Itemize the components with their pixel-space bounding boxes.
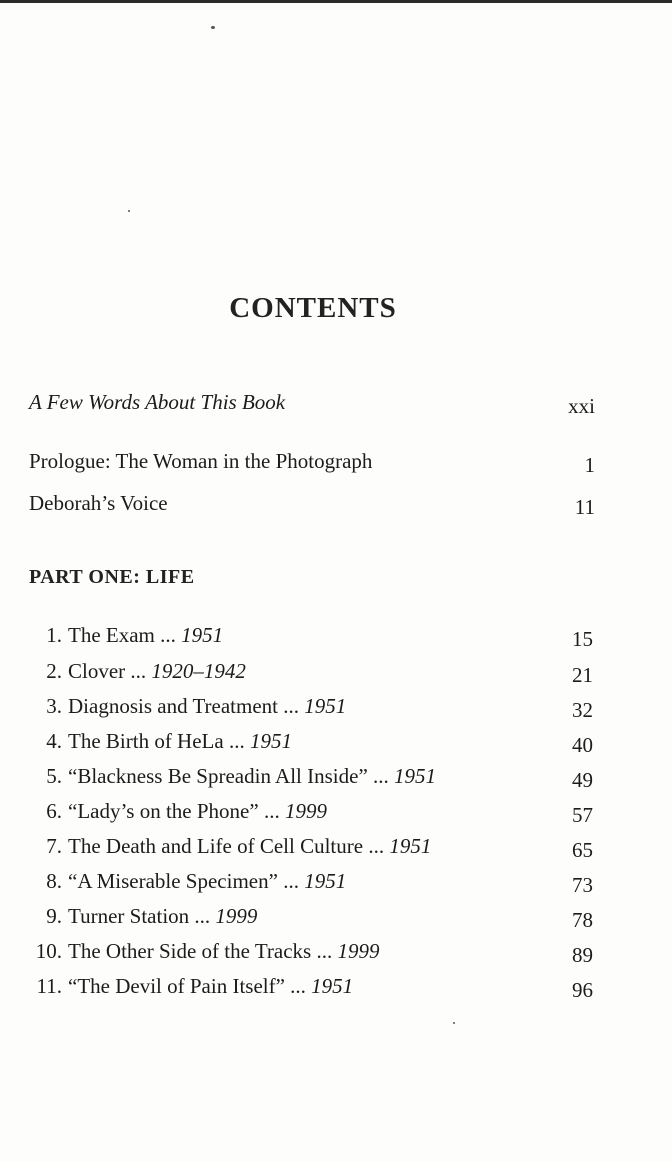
chapter-leader-dots: ...	[283, 869, 299, 893]
part-heading: PART ONE: LIFE	[29, 566, 195, 588]
chapter-number: 3.	[46, 694, 62, 718]
chapter-number: 7.	[46, 834, 62, 858]
toc-chapter-2[interactable]	[0, 659, 672, 691]
chapter-title-line	[68, 623, 223, 648]
chapter-title-line	[68, 659, 246, 684]
chapter-title-line	[68, 974, 353, 999]
chapter-number: 6.	[46, 799, 62, 823]
chapter-number: 5.	[46, 764, 62, 788]
chapter-leader-dots: ...	[368, 834, 385, 858]
toc-entry-deborahs-voice[interactable]	[0, 491, 672, 527]
chapter-leader-dots: ...	[283, 694, 299, 718]
chapter-page: 96	[572, 978, 593, 1002]
chapter-leader-dots: ...	[228, 729, 245, 753]
chapter-title-line	[68, 869, 346, 894]
toc-chapter-4[interactable]	[0, 729, 672, 761]
chapter-year: 1999	[215, 904, 258, 928]
chapter-title: The Exam	[68, 623, 155, 647]
chapter-year: 1951	[311, 974, 354, 998]
chapter-title-line	[68, 729, 292, 754]
chapter-year: 1951	[304, 869, 347, 893]
chapter-leader-dots: ...	[290, 974, 306, 998]
paper-speck	[211, 26, 215, 29]
toc-chapter-3[interactable]	[0, 694, 672, 726]
chapter-title: Clover	[68, 659, 126, 683]
toc-chapter-7[interactable]	[0, 834, 672, 866]
chapter-page: 57	[572, 803, 593, 827]
chapter-year: 1951	[181, 623, 224, 647]
chapter-year: 1951	[249, 729, 292, 753]
toc-entry-prologue[interactable]	[0, 449, 672, 485]
chapter-leader-dots: ...	[194, 904, 211, 928]
chapter-number: 2.	[46, 659, 62, 683]
toc-chapter-6[interactable]	[0, 799, 672, 831]
toc-entry-page: 1	[584, 453, 595, 477]
chapter-leader-dots: ...	[160, 623, 176, 647]
chapter-number: 9.	[46, 904, 62, 928]
chapter-page: 32	[572, 698, 593, 722]
chapter-page: 40	[572, 733, 593, 757]
chapter-page: 15	[572, 627, 593, 651]
paper-speck	[128, 210, 130, 212]
toc-entry-title: Deborah’s Voice	[29, 491, 168, 515]
toc-entry-page: 11	[574, 495, 595, 519]
chapter-title-line	[68, 799, 327, 824]
chapter-title-line	[68, 694, 346, 719]
chapter-year: 1951	[304, 694, 347, 718]
chapter-page: 21	[572, 663, 593, 687]
toc-entry-title: A Few Words About This Book	[29, 390, 286, 414]
chapter-title-line	[68, 904, 257, 929]
page-top-edge	[0, 0, 672, 3]
chapter-title: The Birth of HeLa	[68, 729, 224, 753]
chapter-year: 1920–1942	[151, 659, 246, 683]
chapter-number: 4.	[46, 729, 62, 753]
chapter-title: Diagnosis and Treatment	[68, 694, 278, 718]
chapter-page: 65	[572, 838, 593, 862]
chapter-title-line	[68, 939, 379, 964]
toc-chapter-5[interactable]	[0, 764, 672, 796]
chapter-year: 1999	[284, 799, 327, 823]
chapter-page: 49	[572, 768, 593, 792]
toc-chapter-10[interactable]	[0, 939, 672, 971]
chapter-page: 89	[572, 943, 593, 967]
chapter-title-line	[68, 834, 431, 859]
chapter-leader-dots: ...	[263, 799, 280, 823]
toc-chapter-11[interactable]	[0, 974, 672, 1006]
chapter-number: 8.	[46, 869, 62, 893]
paper-speck	[453, 1022, 455, 1024]
chapter-year: 1999	[337, 939, 380, 963]
chapter-title: “Lady’s on the Phone”	[68, 799, 259, 823]
toc-entry-title: Prologue: The Woman in the Photograph	[29, 449, 373, 473]
chapter-number: 11.	[36, 974, 62, 998]
chapter-leader-dots: ...	[316, 939, 333, 963]
toc-entry-page: xxi	[568, 394, 595, 418]
chapter-title: “A Miserable Specimen”	[68, 869, 278, 893]
chapter-title: The Death and Life of Cell Culture	[68, 834, 364, 858]
chapter-leader-dots: ...	[373, 764, 389, 788]
toc-chapter-1[interactable]	[0, 623, 672, 655]
chapter-title: “Blackness Be Spreadin All Inside”	[68, 764, 368, 788]
toc-entry-front-matter[interactable]	[0, 390, 672, 426]
chapter-number: 1.	[46, 623, 62, 647]
chapter-title: The Other Side of the Tracks	[68, 939, 312, 963]
toc-chapter-8[interactable]	[0, 869, 672, 901]
chapter-leader-dots: ...	[130, 659, 147, 683]
chapter-year: 1951	[389, 834, 432, 858]
toc-chapter-9[interactable]	[0, 904, 672, 936]
chapter-page: 73	[572, 873, 593, 897]
chapter-title-line	[68, 764, 436, 789]
chapter-page: 78	[572, 908, 593, 932]
page-title: CONTENTS	[229, 292, 397, 324]
chapter-year: 1951	[394, 764, 437, 788]
chapter-number: 10.	[35, 939, 62, 963]
chapter-title: Turner Station	[68, 904, 190, 928]
chapter-title: “The Devil of Pain Itself”	[68, 974, 285, 998]
